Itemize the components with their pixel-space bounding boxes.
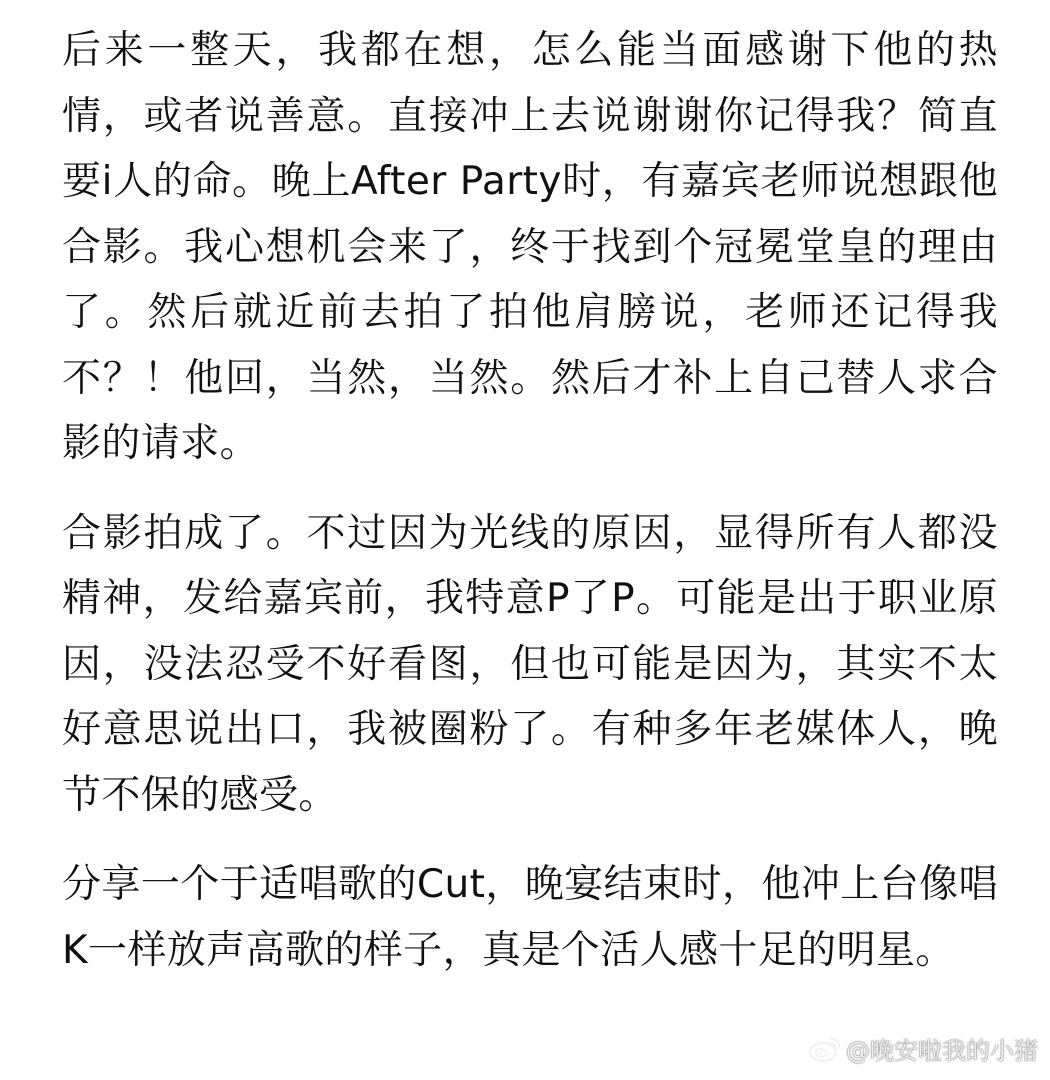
paragraph-3: 分享一个于适唱歌的Cut，晚宴结束时，他冲上台像唱K一样放声高歌的样子，真是个活人感十足的明星。 (62, 862, 998, 973)
paragraph-1: 后来一整天，我都在想，怎么能当面感谢下他的热情，或者说善意。直接冲上去说谢谢你记得我？简直要i人的命。晚上After Party时，有嘉宾老师说想跟他合影。我心想机会来了，终于找到个冠冕堂皇的理由了。然后就近前去拍了拍他肩膀说，老师还记得我不？！他回，当然，当然。然后才补上自己替人求合影的请求。 (62, 28, 998, 466)
watermark-handle: @晚安啦我的小猪 (846, 1037, 1038, 1065)
article-body (62, 18, 998, 983)
weibo-watermark (808, 1031, 1038, 1066)
paragraph-2: 合影拍成了。不过因为光线的原因，显得所有人都没精神，发给嘉宾前，我特意P了P。可能是出于职业原因，没法忍受不好看图，但也可能是因为，其实不太好意思说出口，我被圈粉了。有种多年老媒体人，晚节不保的感受。 (62, 510, 998, 818)
weibo-icon (808, 1034, 842, 1064)
